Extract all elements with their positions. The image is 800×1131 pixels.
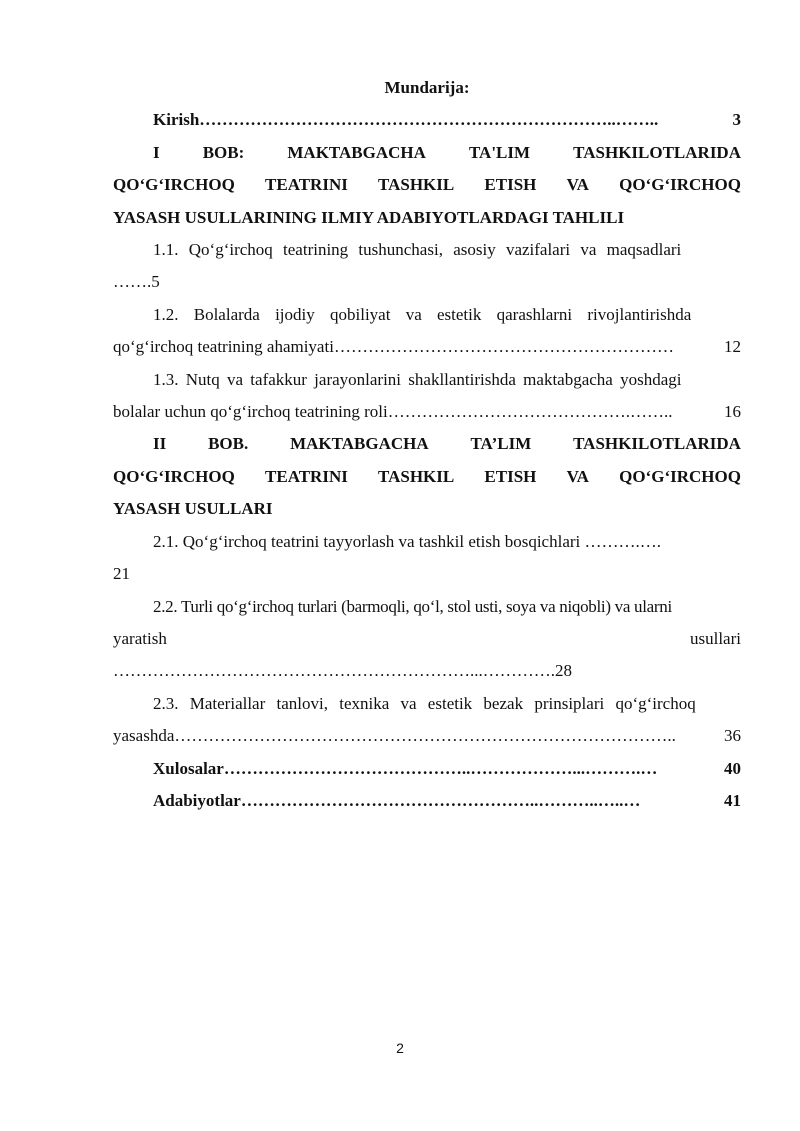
chapter-word: BOB:	[202, 142, 245, 162]
entry-text: usullari	[690, 628, 741, 648]
chapter-word: TEATRINI	[265, 175, 348, 195]
toc-leader-dots: ……………………………………………..………..…..…	[240, 790, 641, 810]
toc-page-number: 36	[724, 726, 741, 746]
toc-entry-intro[interactable]	[113, 104, 741, 136]
entry-text: 1.1. Qo‘g‘irchoq teatrining tushunchasi, asosiy vazifalari va maqsadlari	[153, 240, 682, 260]
toc-leader-dots: ……………………………………………………………………………..	[174, 726, 676, 746]
toc-page-number: 3	[732, 110, 741, 130]
chapter-1-line-2	[113, 169, 741, 201]
chapter-word: TA’LIM	[470, 434, 532, 454]
toc-leader-dots: ……………………………………..………………...……….…	[223, 758, 658, 778]
entry-line-page: …….5	[113, 272, 160, 292]
toc-entry-1-1[interactable]	[113, 234, 741, 299]
toc-entry-label: Xulosalar	[153, 758, 224, 778]
chapter-word: QO‘G‘IRCHOQ	[113, 466, 235, 486]
entry-line: 2.2. Turli qo‘g‘irchoq turlari (barmoqli, qo‘l, stol usti, soya va niqobli) va ularni	[153, 596, 672, 616]
chapter-word: VA	[566, 175, 589, 195]
toc-entry-2-2[interactable]	[113, 591, 741, 688]
chapter-word: ETISH	[484, 466, 537, 486]
toc-leader-dots: ……………………………………………………	[333, 337, 674, 357]
entry-text: yasashda	[113, 726, 175, 746]
entry-line: 2.1. Qo‘g‘irchoq teatrini tayyorlash va tashkil etish bosqichlari ……….….	[153, 531, 662, 551]
entry-text: yaratish	[113, 628, 167, 648]
entry-line	[113, 234, 741, 266]
chapter-word: TASHKIL	[378, 175, 455, 195]
entry-line	[113, 623, 741, 655]
chapter-word: BOB.	[208, 434, 249, 454]
chapter-word: QO‘G‘IRCHOQ	[619, 175, 741, 195]
entry-text: bolalar uchun qo‘g‘irchoq teatrining roli	[113, 402, 388, 422]
entry-line-page: 21	[113, 564, 130, 584]
entry-line-page	[113, 396, 741, 428]
chapter-1-line-3: YASASH USULLARINING ILMIY ADABIYOTLARDAGI TAHLILI	[113, 207, 625, 227]
toc-leader-dots: ………………………………………………………………..……..	[199, 110, 659, 130]
toc-leader-dots: …………………………………….……..	[387, 402, 673, 422]
toc-page-number: 12	[724, 337, 741, 357]
chapter-word: TA'LIM	[468, 142, 531, 162]
entry-line: 2.3. Materiallar tanlovi, texnika va estetik bezak prinsiplari qo‘g‘irchoq	[153, 693, 696, 713]
chapter-word: TASHKILOTLARIDA	[573, 142, 741, 162]
chapter-word: MAKTABGACHA	[290, 434, 429, 454]
toc-title: Mundarija:	[384, 78, 470, 97]
chapter-word: TASHKIL	[378, 466, 455, 486]
toc-entry-references[interactable]	[113, 785, 741, 817]
toc-entry-conclusion[interactable]	[113, 753, 741, 785]
toc-entry-2-3[interactable]	[113, 688, 741, 753]
chapter-1-line-1	[113, 137, 741, 169]
page-number: 2	[396, 1040, 404, 1056]
toc-entry-label: Adabiyotlar	[153, 790, 241, 810]
entry-line: 1.2. Bolalarda ijodiy qobiliyat va estetik qarashlarni rivojlantirishda	[153, 304, 692, 324]
chapter-2-line-2	[113, 461, 741, 493]
chapter-word: VA	[566, 466, 589, 486]
toc-entry-1-2[interactable]	[113, 299, 741, 364]
entry-line-page	[113, 331, 741, 363]
entry-line: 1.3. Nutq va tafakkur jarayonlarini shakllantirishda maktabgacha yoshdagi	[153, 369, 682, 389]
chapter-word: MAKTABGACHA	[287, 142, 426, 162]
toc-page-number: 16	[724, 402, 741, 422]
entry-line-page: ………………………………………………………...………….28	[113, 661, 572, 681]
chapter-word: TEATRINI	[265, 466, 348, 486]
toc-entry-2-1[interactable]	[113, 526, 741, 591]
chapter-word: QO‘G‘IRCHOQ	[619, 466, 741, 486]
entry-text: qo‘g‘irchoq teatrining ahamiyati	[113, 337, 334, 357]
chapter-2-line-3: YASASH USULLARI	[113, 499, 273, 519]
chapter-2-line-1	[113, 428, 741, 460]
table-of-contents	[113, 72, 741, 817]
chapter-word: II	[153, 434, 167, 454]
entry-line-page	[113, 720, 741, 752]
toc-entry-1-3[interactable]	[113, 364, 741, 429]
toc-chapter-1[interactable]	[113, 137, 741, 234]
chapter-word: QO‘G‘IRCHOQ	[113, 175, 235, 195]
toc-page-number: 40	[724, 758, 741, 778]
toc-chapter-2[interactable]	[113, 428, 741, 525]
chapter-word: ETISH	[484, 175, 537, 195]
chapter-word: TASHKILOTLARIDA	[573, 434, 741, 454]
chapter-word: I	[153, 142, 160, 162]
toc-entry-label: Kirish	[153, 110, 200, 130]
toc-page-number: 41	[724, 790, 741, 810]
